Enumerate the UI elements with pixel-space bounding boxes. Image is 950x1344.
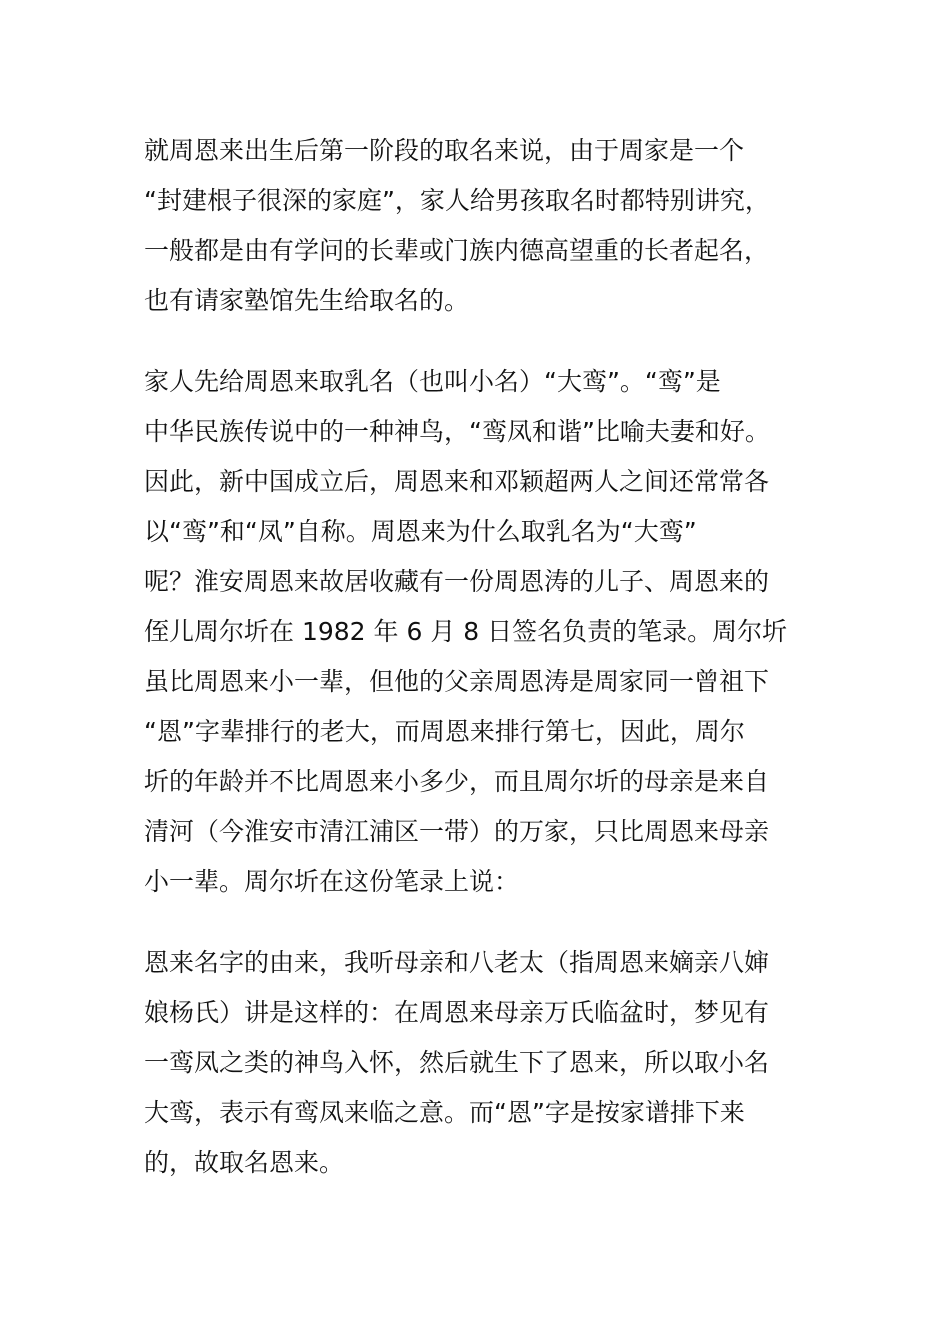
text-line: “恩”字辈排行的老大，而周恩来排行第七，因此，周尔 [144, 717, 745, 746]
text-line: 以“鸾”和“凤”自称。周恩来为什么取乳名为“大鸾” [144, 517, 697, 546]
text-line: 侄儿周尔圻在 1982 年 6 月 8 日签名负责的笔录。周尔圻 [144, 617, 788, 646]
text-line: 因此，新中国成立后，周恩来和邓颖超两人之间还常常各 [144, 467, 770, 496]
text-line: 虽比周恩来小一辈，但他的父亲周恩涛是周家同一曾祖下 [144, 667, 770, 696]
paragraph-1 [144, 126, 804, 326]
document-body [144, 126, 804, 1219]
text-line: 家人先给周恩来取乳名（也叫小名）“大鸾”。“鸾”是 [144, 367, 721, 396]
paragraph-3 [144, 938, 804, 1188]
text-line: 清河（今淮安市清江浦区一带）的万家，只比周恩来母亲 [144, 817, 770, 846]
text-line: 一般都是由有学问的长辈或门族内德高望重的长者起名， [144, 236, 770, 265]
text-line: 圻的年龄并不比周恩来小多少，而且周尔圻的母亲是来自 [144, 767, 770, 796]
text-line: 中华民族传说中的一种神鸟，“鸾凤和谐”比喻夫妻和好。 [144, 417, 770, 446]
text-line: 小一辈。周尔圻在这份笔录上说： [144, 867, 520, 896]
text-line: 就周恩来出生后第一阶段的取名来说，由于周家是一个 [144, 136, 745, 165]
paragraph-2 [144, 357, 804, 907]
text-line: 也有请家塾馆先生给取名的。 [144, 286, 470, 315]
text-line: 一鸾凤之类的神鸟入怀，然后就生下了恩来，所以取小名 [144, 1048, 770, 1077]
text-line: 的，故取名恩来。 [144, 1148, 345, 1177]
text-line: “封建根子很深的家庭”，家人给男孩取名时都特别讲究， [144, 186, 770, 215]
text-line: 大鸾，表示有鸾凤来临之意。而“恩”字是按家谱排下来 [144, 1098, 745, 1127]
text-line: 娘杨氏）讲是这样的：在周恩来母亲万氏临盆时，梦见有 [144, 998, 770, 1027]
text-line: 恩来名字的由来，我听母亲和八老太（指周恩来嫡亲八婶 [144, 948, 770, 977]
text-line: 呢？淮安周恩来故居收藏有一份周恩涛的儿子、周恩来的 [144, 567, 770, 596]
